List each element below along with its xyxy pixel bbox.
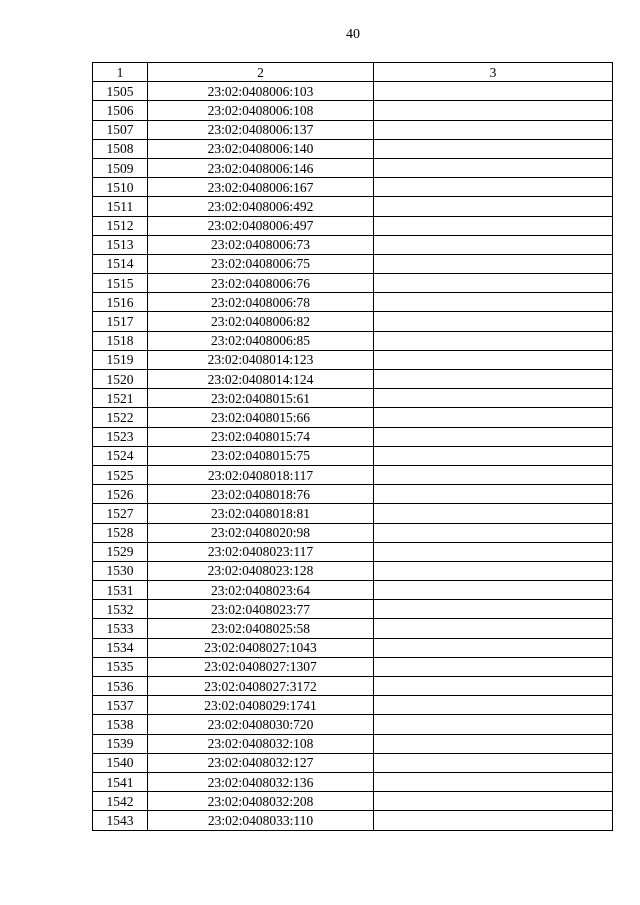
note-cell: [374, 197, 613, 216]
table-row: [93, 139, 613, 158]
note-cell: [374, 101, 613, 120]
cadastral-number-cell: 23:02:0408006:82: [148, 312, 374, 331]
note-cell: [374, 465, 613, 484]
row-number-cell: 1525: [93, 465, 148, 484]
note-cell: [374, 331, 613, 350]
table-row: [93, 677, 613, 696]
table-row: [93, 254, 613, 273]
table-row: [93, 120, 613, 139]
table-row: [93, 197, 613, 216]
data-table: [92, 62, 613, 831]
cadastral-number-cell: 23:02:0408032:127: [148, 753, 374, 772]
cadastral-number-cell: 23:02:0408020:98: [148, 523, 374, 542]
cadastral-number-cell: 23:02:0408027:1043: [148, 638, 374, 657]
cadastral-number-cell: 23:02:0408032:108: [148, 734, 374, 753]
note-cell: [374, 274, 613, 293]
cadastral-number-cell: 23:02:0408006:492: [148, 197, 374, 216]
row-number-cell: 1519: [93, 350, 148, 369]
row-number-cell: 1517: [93, 312, 148, 331]
row-number-cell: 1530: [93, 561, 148, 580]
note-cell: [374, 504, 613, 523]
table-row: [93, 101, 613, 120]
table-row: [93, 523, 613, 542]
table-row: [93, 235, 613, 254]
row-number-cell: 1527: [93, 504, 148, 523]
table-row: [93, 504, 613, 523]
row-number-cell: 1540: [93, 753, 148, 772]
cadastral-number-cell: 23:02:0408032:136: [148, 772, 374, 791]
note-cell: [374, 120, 613, 139]
note-cell: [374, 600, 613, 619]
row-number-cell: 1537: [93, 696, 148, 715]
note-cell: [374, 178, 613, 197]
row-number-cell: 1513: [93, 235, 148, 254]
table-row: [93, 158, 613, 177]
note-cell: [374, 657, 613, 676]
row-number-cell: 1543: [93, 811, 148, 830]
row-number-cell: 1516: [93, 293, 148, 312]
table-row: [93, 696, 613, 715]
table-row: [93, 811, 613, 830]
table-row: [93, 753, 613, 772]
note-cell: [374, 523, 613, 542]
cadastral-number-cell: 23:02:0408029:1741: [148, 696, 374, 715]
row-number-cell: 1509: [93, 158, 148, 177]
note-cell: [374, 753, 613, 772]
note-cell: [374, 389, 613, 408]
note-cell: [374, 581, 613, 600]
row-number-cell: 1541: [93, 772, 148, 791]
row-number-cell: 1532: [93, 600, 148, 619]
row-number-cell: 1518: [93, 331, 148, 350]
cadastral-number-cell: 23:02:0408006:73: [148, 235, 374, 254]
row-number-cell: 1506: [93, 101, 148, 120]
row-number-cell: 1522: [93, 408, 148, 427]
note-cell: [374, 427, 613, 446]
cadastral-number-cell: 23:02:0408006:103: [148, 82, 374, 101]
cadastral-number-cell: 23:02:0408006:140: [148, 139, 374, 158]
cadastral-number-cell: 23:02:0408015:75: [148, 446, 374, 465]
cadastral-number-cell: 23:02:0408018:117: [148, 465, 374, 484]
cadastral-number-cell: 23:02:0408006:85: [148, 331, 374, 350]
note-cell: [374, 158, 613, 177]
table-row: [93, 600, 613, 619]
cadastral-number-cell: 23:02:0408025:58: [148, 619, 374, 638]
table-row: [93, 792, 613, 811]
note-cell: [374, 235, 613, 254]
row-number-cell: 1539: [93, 734, 148, 753]
table-row: [93, 408, 613, 427]
row-number-cell: 1531: [93, 581, 148, 600]
table-row: [93, 427, 613, 446]
note-cell: [374, 350, 613, 369]
table-row: [93, 389, 613, 408]
cadastral-number-cell: 23:02:0408015:66: [148, 408, 374, 427]
row-number-cell: 1510: [93, 178, 148, 197]
cadastral-number-cell: 23:02:0408014:124: [148, 370, 374, 389]
column-header-2: 2: [148, 63, 374, 82]
note-cell: [374, 446, 613, 465]
row-number-cell: 1514: [93, 254, 148, 273]
table-row: [93, 772, 613, 791]
cadastral-number-cell: 23:02:0408033:110: [148, 811, 374, 830]
note-cell: [374, 408, 613, 427]
row-number-cell: 1533: [93, 619, 148, 638]
cadastral-number-cell: 23:02:0408023:77: [148, 600, 374, 619]
table-row: [93, 638, 613, 657]
note-cell: [374, 216, 613, 235]
table-row: [93, 350, 613, 369]
row-number-cell: 1508: [93, 139, 148, 158]
table-row: [93, 216, 613, 235]
row-number-cell: 1528: [93, 523, 148, 542]
cadastral-number-cell: 23:02:0408032:208: [148, 792, 374, 811]
cadastral-number-cell: 23:02:0408014:123: [148, 350, 374, 369]
note-cell: [374, 811, 613, 830]
cadastral-number-cell: 23:02:0408006:75: [148, 254, 374, 273]
table-row: [93, 293, 613, 312]
table-header-row: [93, 63, 613, 82]
table-row: [93, 734, 613, 753]
note-cell: [374, 82, 613, 101]
row-number-cell: 1512: [93, 216, 148, 235]
note-cell: [374, 619, 613, 638]
cadastral-number-cell: 23:02:0408023:64: [148, 581, 374, 600]
table-row: [93, 619, 613, 638]
row-number-cell: 1526: [93, 485, 148, 504]
note-cell: [374, 734, 613, 753]
note-cell: [374, 677, 613, 696]
row-number-cell: 1534: [93, 638, 148, 657]
row-number-cell: 1505: [93, 82, 148, 101]
table-row: [93, 715, 613, 734]
note-cell: [374, 370, 613, 389]
row-number-cell: 1515: [93, 274, 148, 293]
table-row: [93, 312, 613, 331]
cadastral-number-cell: 23:02:0408006:78: [148, 293, 374, 312]
cadastral-number-cell: 23:02:0408023:128: [148, 561, 374, 580]
cadastral-number-cell: 23:02:0408006:167: [148, 178, 374, 197]
note-cell: [374, 696, 613, 715]
note-cell: [374, 254, 613, 273]
cadastral-number-cell: 23:02:0408030:720: [148, 715, 374, 734]
row-number-cell: 1542: [93, 792, 148, 811]
row-number-cell: 1507: [93, 120, 148, 139]
cadastral-number-cell: 23:02:0408018:76: [148, 485, 374, 504]
note-cell: [374, 312, 613, 331]
cadastral-number-cell: 23:02:0408006:76: [148, 274, 374, 293]
cadastral-number-cell: 23:02:0408015:74: [148, 427, 374, 446]
table-row: [93, 370, 613, 389]
column-header-1: 1: [93, 63, 148, 82]
note-cell: [374, 638, 613, 657]
row-number-cell: 1535: [93, 657, 148, 676]
note-cell: [374, 139, 613, 158]
table-row: [93, 485, 613, 504]
row-number-cell: 1520: [93, 370, 148, 389]
row-number-cell: 1538: [93, 715, 148, 734]
table-body: [93, 82, 613, 830]
table-row: [93, 542, 613, 561]
note-cell: [374, 293, 613, 312]
note-cell: [374, 792, 613, 811]
note-cell: [374, 485, 613, 504]
table-row: [93, 657, 613, 676]
table-row: [93, 82, 613, 101]
table-row: [93, 331, 613, 350]
row-number-cell: 1511: [93, 197, 148, 216]
column-header-3: 3: [374, 63, 613, 82]
cadastral-number-cell: 23:02:0408006:146: [148, 158, 374, 177]
note-cell: [374, 772, 613, 791]
table-row: [93, 465, 613, 484]
cadastral-number-cell: 23:02:0408027:3172: [148, 677, 374, 696]
cadastral-number-cell: 23:02:0408027:1307: [148, 657, 374, 676]
cadastral-number-cell: 23:02:0408006:108: [148, 101, 374, 120]
table-row: [93, 446, 613, 465]
cadastral-number-cell: 23:02:0408006:497: [148, 216, 374, 235]
row-number-cell: 1529: [93, 542, 148, 561]
table-row: [93, 274, 613, 293]
table-row: [93, 581, 613, 600]
note-cell: [374, 542, 613, 561]
row-number-cell: 1523: [93, 427, 148, 446]
note-cell: [374, 715, 613, 734]
cadastral-number-cell: 23:02:0408015:61: [148, 389, 374, 408]
row-number-cell: 1524: [93, 446, 148, 465]
note-cell: [374, 561, 613, 580]
cadastral-number-cell: 23:02:0408018:81: [148, 504, 374, 523]
table-row: [93, 178, 613, 197]
cadastral-number-cell: 23:02:0408006:137: [148, 120, 374, 139]
row-number-cell: 1521: [93, 389, 148, 408]
row-number-cell: 1536: [93, 677, 148, 696]
cadastral-number-cell: 23:02:0408023:117: [148, 542, 374, 561]
page-number: 40: [346, 27, 360, 42]
table-row: [93, 561, 613, 580]
